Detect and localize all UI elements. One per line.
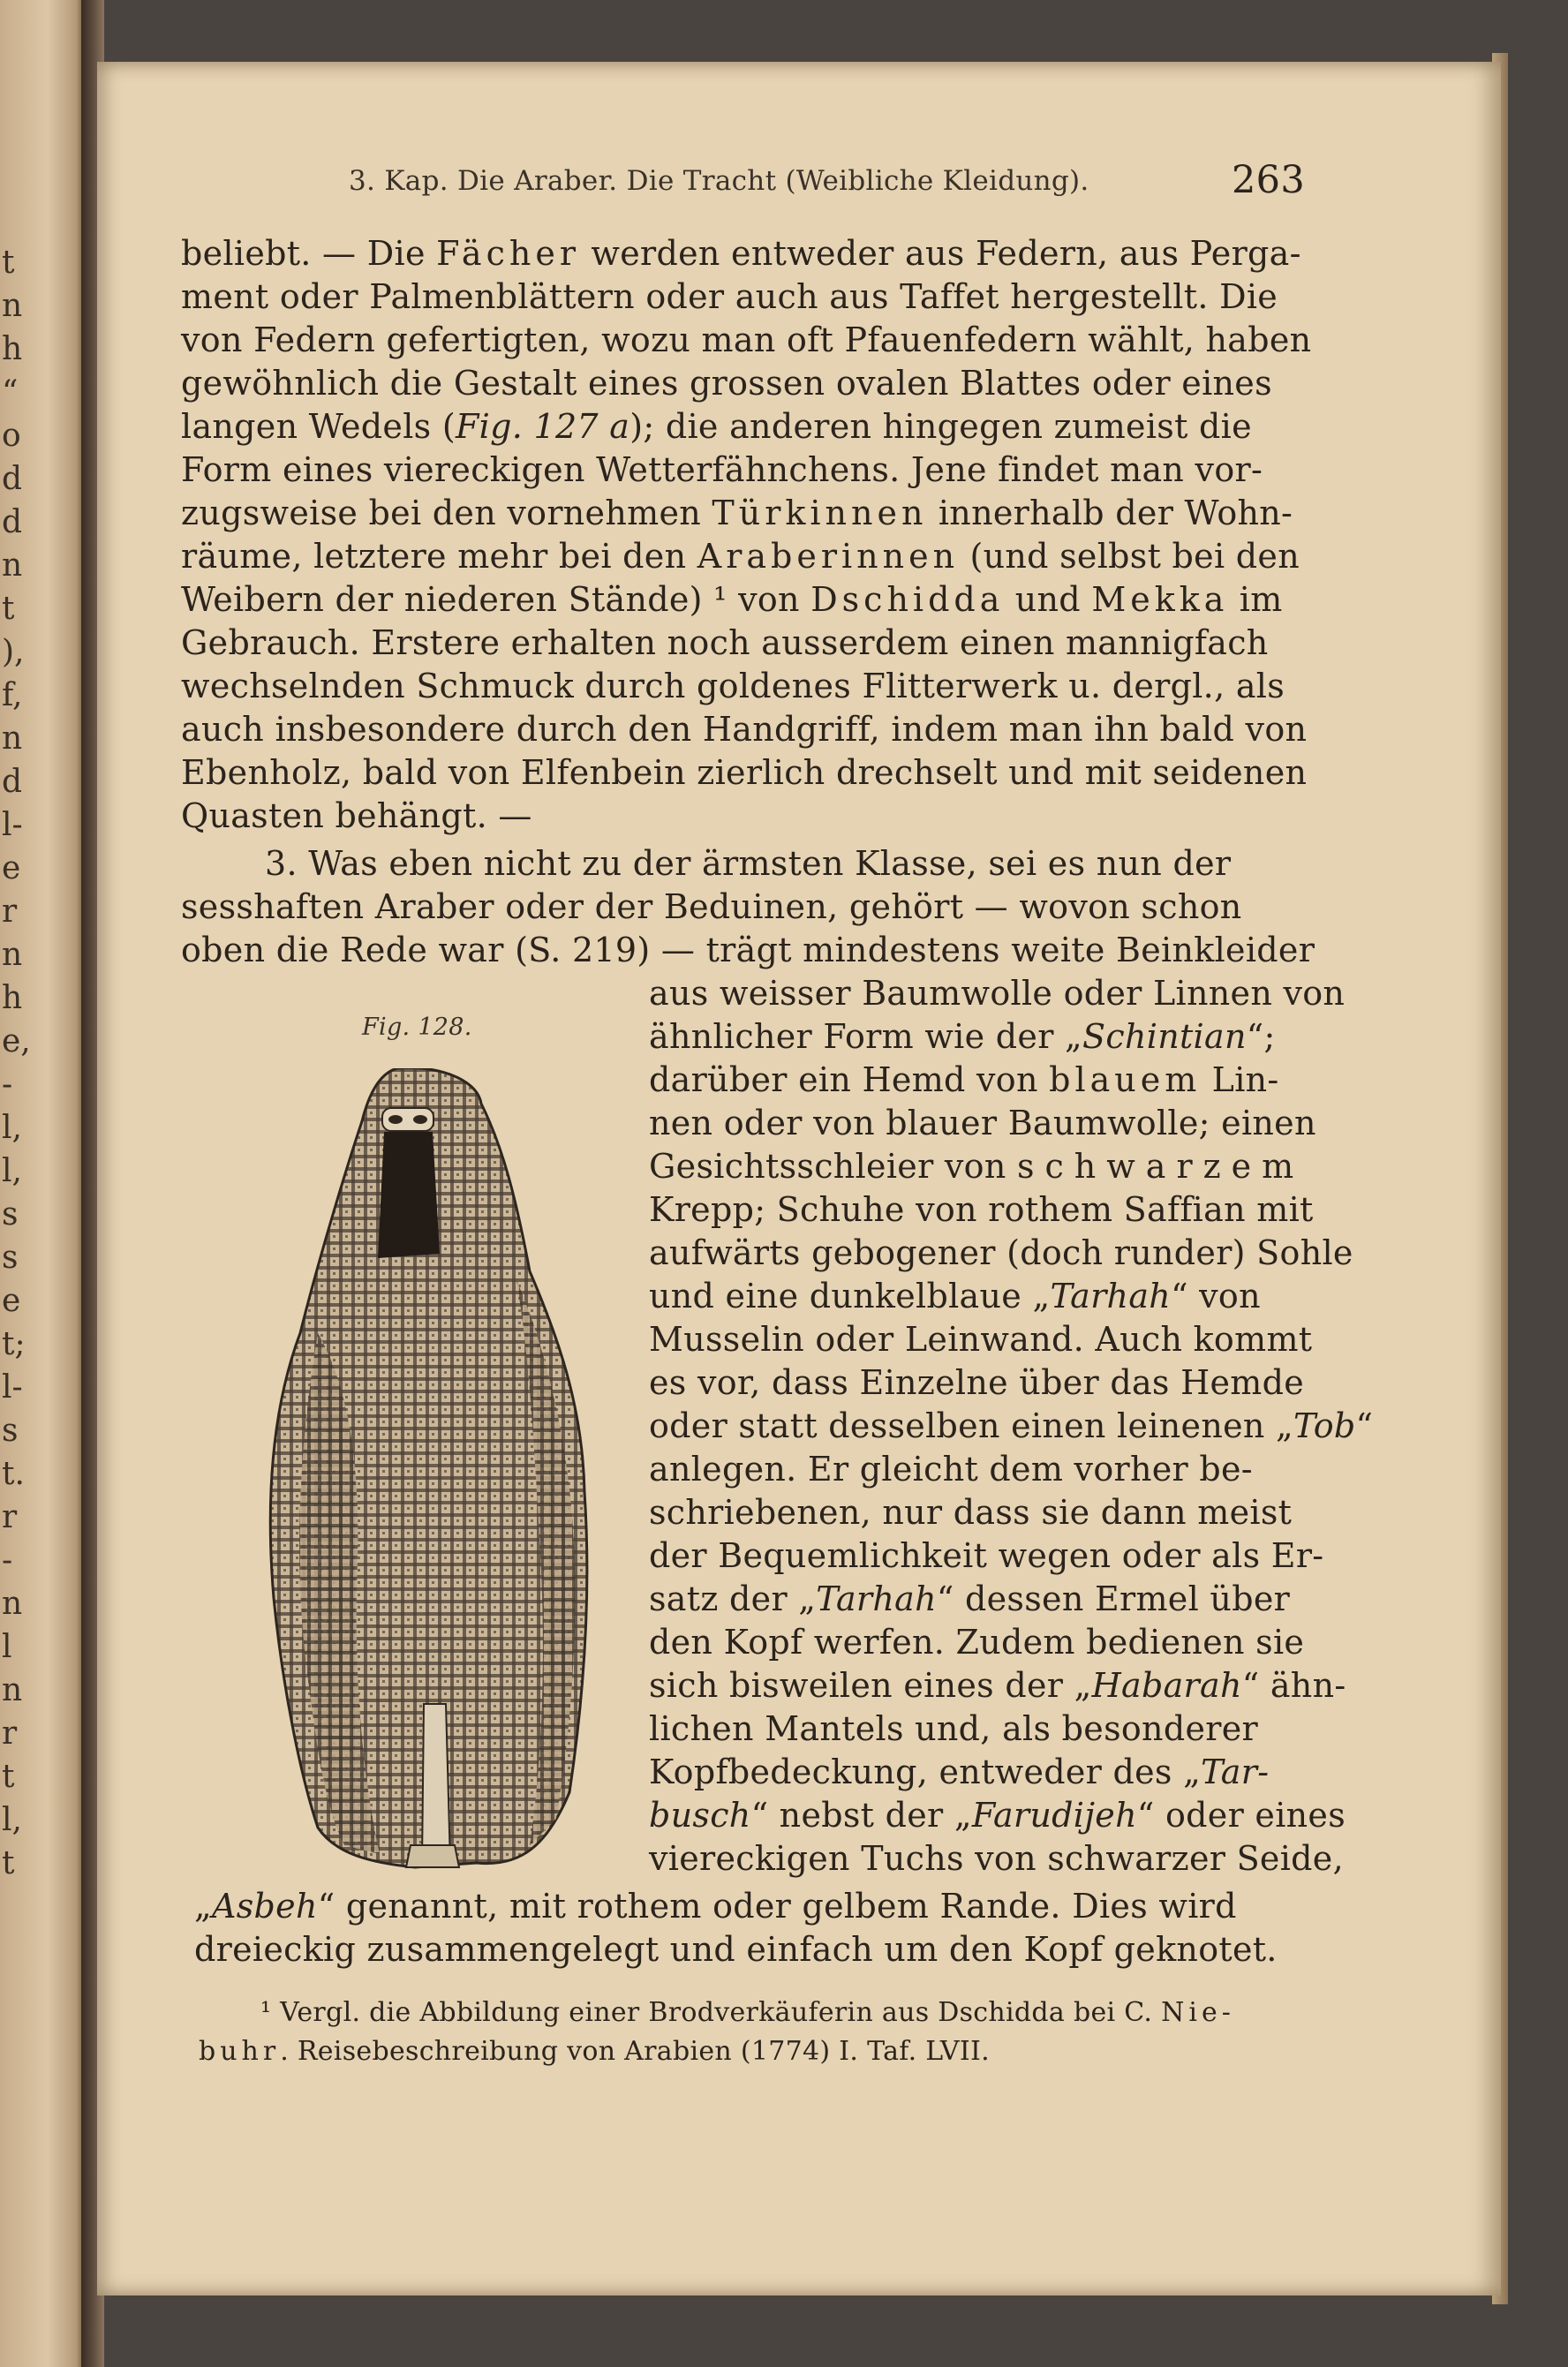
body-line: wechselnden Schmuck durch goldenes Flitterwerk u. dergl., als: [181, 667, 1285, 705]
body-line: Weibern der niederen Stände) ¹ von Dschidda und Mekka im: [181, 580, 1283, 619]
left-page-glyph: n: [2, 937, 23, 973]
left-page-glyph: s: [2, 1240, 19, 1276]
left-page-glyph: r: [2, 1499, 18, 1535]
page-number: 263: [1232, 158, 1305, 202]
body-line: der Bequemlichkeit wegen oder als Er-: [649, 1536, 1324, 1575]
left-page-glyph: l,: [2, 1802, 22, 1838]
left-page-glyph: n: [2, 1586, 23, 1622]
left-page-glyph: d: [2, 764, 23, 800]
body-line: „Asbeh“ genannt, mit rothem oder gelbem Rande. Dies wird: [194, 1887, 1237, 1926]
body-line: den Kopf werfen. Zudem bedienen sie: [649, 1623, 1305, 1662]
left-page-glyph: t.: [2, 1456, 25, 1492]
body-line: anlegen. Er gleicht dem vorher be-: [649, 1450, 1253, 1489]
body-line: sesshaften Araber oder der Beduinen, gehört — wovon schon: [181, 887, 1242, 926]
left-page-glyph: d: [2, 504, 23, 540]
body-line: nen oder von blauer Baumwolle; einen: [649, 1104, 1316, 1142]
left-page-glyph: e,: [2, 1023, 31, 1059]
left-page-glyph: n: [2, 720, 23, 757]
body-line: oder statt desselben einen leinenen „Tob“: [649, 1406, 1374, 1445]
body-line: auch insbesondere durch den Handgriff, indem man ihn bald von: [181, 710, 1308, 749]
body-line: satz der „Tarhah“ dessen Ermel über: [649, 1579, 1291, 1618]
footnote-line: ¹ Vergl. die Abbildung einer Brodverkäuferin aus Dschidda bei C. Nie-: [260, 1997, 1235, 2028]
running-title: 3. Kap. Die Araber. Die Tracht (Weibliche Kleidung).: [349, 165, 1089, 197]
body-line: lichen Mantels und, als besonderer: [649, 1709, 1258, 1748]
left-page-glyph: l-: [2, 807, 23, 843]
footnote-line: buhr. Reisebeschreibung von Arabien (1774) I. Taf. LVII.: [199, 2036, 991, 2067]
body-line: ähnlicher Form wie der „Schintian“;: [649, 1017, 1276, 1056]
body-line: beliebt. — Die Fächer werden entweder aus Federn, aus Perga-: [181, 234, 1301, 273]
left-page-glyph: h: [2, 331, 23, 367]
left-page-glyph: t: [2, 591, 15, 627]
left-page-glyph: d: [2, 461, 23, 497]
body-line: Form eines viereckigen Wetterfähnchens. Jene findet man vor-: [181, 450, 1263, 489]
body-line: darüber ein Hemd von blauem Lin-: [649, 1060, 1279, 1099]
left-page-glyph: n: [2, 547, 23, 584]
body-line: Krepp; Schuhe von rothem Saffian mit: [649, 1190, 1314, 1229]
left-page-glyph: l: [2, 1629, 12, 1665]
figure-illustration: [265, 1068, 592, 1872]
left-page-glyph: e: [2, 850, 21, 886]
left-page-glyph: r: [2, 1715, 18, 1752]
body-line: ment oder Palmenblättern oder auch aus Taffet hergestellt. Die: [181, 277, 1278, 316]
left-page-glyph: n: [2, 288, 23, 324]
body-line: Gebrauch. Erstere erhalten noch ausserdem einen mannigfach: [181, 623, 1269, 662]
body-line: Quasten behängt. —: [181, 796, 532, 835]
body-line: sich bisweilen eines der „Habarah“ ähn-: [649, 1666, 1346, 1705]
left-page-glyph: -: [2, 1067, 13, 1103]
body-line: aufwärts gebogener (doch runder) Sohle: [649, 1233, 1353, 1272]
left-page-glyph: “: [2, 374, 19, 411]
left-page-glyph: -: [2, 1542, 13, 1579]
left-page-glyph: l-: [2, 1369, 23, 1406]
left-page-glyph: t: [2, 245, 15, 281]
body-line: aus weisser Baumwolle oder Linnen von: [649, 974, 1346, 1013]
body-line: Kopfbedeckung, entweder des „Tar-: [649, 1753, 1270, 1791]
body-line: von Federn gefertigten, wozu man oft Pfauenfedern wählt, haben: [181, 320, 1312, 359]
left-page-glyph: t;: [2, 1326, 26, 1362]
body-line: busch“ nebst der „Farudijeh“ oder eines: [649, 1796, 1346, 1835]
veiled-woman-illustration: [265, 1068, 592, 1872]
body-line: 3. Was eben nicht zu der ärmsten Klasse, sei es nun der: [265, 844, 1232, 883]
left-page-glyph: n: [2, 1672, 23, 1708]
body-line: und eine dunkelblaue „Tarhah“ von: [649, 1277, 1261, 1315]
body-line: Ebenholz, bald von Elfenbein zierlich drechselt und mit seidenen: [181, 753, 1308, 792]
left-page-glyph: r: [2, 893, 18, 930]
figure-caption: Fig. 128.: [362, 1014, 472, 1041]
body-line: Gesichtsschleier von schwarzem: [649, 1147, 1305, 1186]
body-line: es vor, dass Einzelne über das Hemde: [649, 1363, 1305, 1402]
left-page-glyph: f,: [2, 677, 23, 713]
left-page-glyph: l,: [2, 1110, 22, 1146]
body-line: dreieckig zusammengelegt und einfach um den Kopf geknotet.: [194, 1930, 1278, 1969]
left-page-fragment: [0, 0, 87, 2367]
left-page-glyph: t: [2, 1845, 15, 1881]
body-line: oben die Rede war (S. 219) — trägt mindestens weite Beinkleider: [181, 931, 1315, 969]
body-line: zugsweise bei den vornehmen Türkinnen innerhalb der Wohn-: [181, 494, 1293, 532]
body-line: viereckigen Tuchs von schwarzer Seide,: [649, 1839, 1344, 1878]
left-page-glyph: ),: [2, 634, 25, 670]
left-page-glyph: t: [2, 1759, 15, 1795]
left-page-glyph: e: [2, 1283, 21, 1319]
body-line: räume, letztere mehr bei den Araberinnen (und selbst bei den: [181, 537, 1300, 576]
body-line: Musselin oder Leinwand. Auch kommt: [649, 1320, 1313, 1359]
body-line: langen Wedels (Fig. 127 a); die anderen hingegen zumeist die: [181, 407, 1252, 446]
body-line: schriebenen, nur dass sie dann meist: [649, 1493, 1293, 1532]
body-line: gewöhnlich die Gestalt eines grossen ovalen Blattes oder eines: [181, 364, 1272, 403]
left-page-glyph: s: [2, 1413, 19, 1449]
left-page-glyph: o: [2, 418, 21, 454]
left-page-glyph: s: [2, 1196, 19, 1232]
left-page-glyph: h: [2, 980, 23, 1016]
left-page-glyph: l,: [2, 1153, 22, 1189]
